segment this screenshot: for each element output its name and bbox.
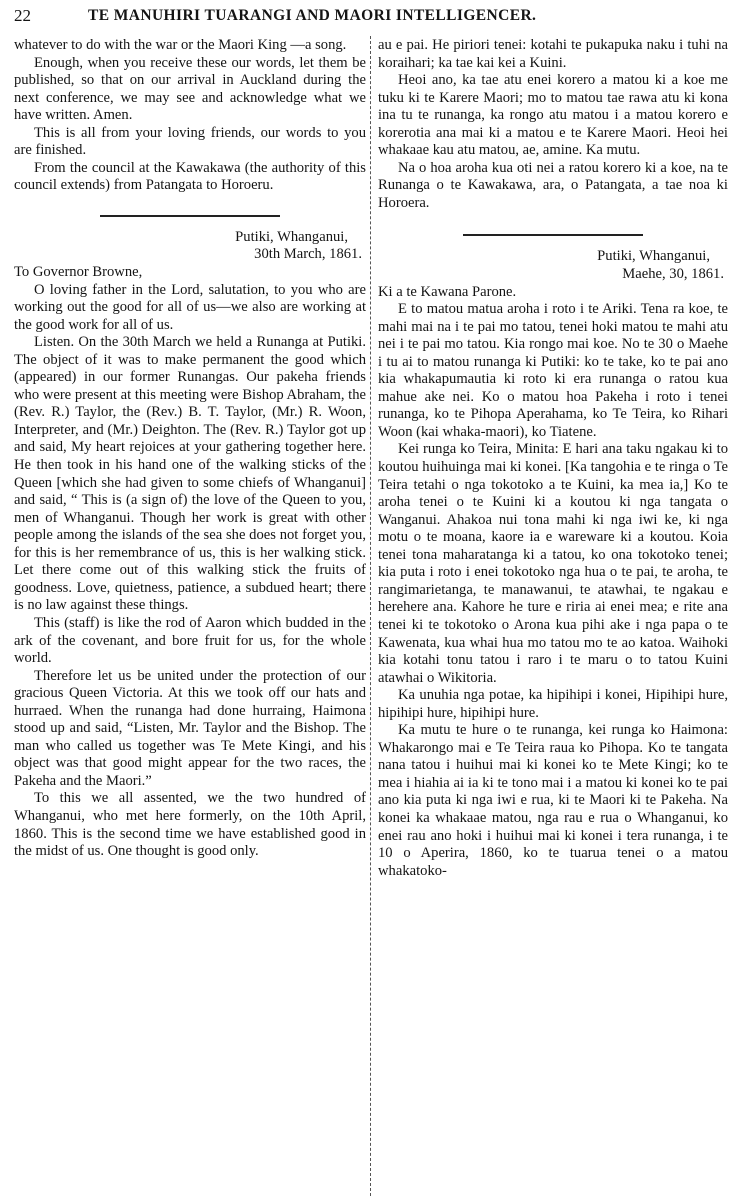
english-column: [14, 37, 366, 861]
paragraph: Enough, when you receive these our words, let them be published, so that on our arrival in Auckland during the next conference, we may see and acknowledge what we have written. Amen.: [14, 54, 366, 124]
column-divider: [370, 36, 371, 1196]
paragraph: To this we all assented, we the two hundred of Whanganui, who met here formerly, on the 10th April, 1860. This is the second time we have established good in the midst of us. One thought is good only.: [14, 790, 366, 860]
paragraph: Kei runga ko Teira, Minita: E hari ana taku ngakau ki to koutou huihuinga mai ki konei. [Ka tangohia e te ringa o Te Teira tetahi o nga tokotoko a te Kuini, ka mea ia,] Ko te aroha tenei o te Kuini ki a koutou ki nga tangata o Wanganui. Ahakoa nui tona mahi ki nga iwi ke, ki nga motu o te moana, kaore ia e wareware ki a koutou. Koia tenei tona maharatanga ki a tatou, ko ona tokotoko tenei; kia puta i roto i enei tokotoko nga hua o te pai, te aroha, te rangimarietanga, te manawanui, te atawhai, te ngakau e herehere ana. Kahore he ture e riria ai enei mea; e rite ana tenei ki te tokotoko o Arona kua pihi ake i nga papa o te Kawenata, kua whai hua mo tatou mo te ao katoa. Waihoki kia kotahi tonu tatou i raro i te maru o to tatou Kuini atawhai o Wikitoria.: [378, 441, 728, 686]
letter-salutation: Ki a te Kawana Parone.: [378, 283, 517, 300]
paragraph: Therefore let us be united under the protection of our gracious Queen Victoria. At this we took off our hats and hurraed. When the runanga had done hurraing, Haimona stood up and said, “Listen, Mr. Taylor and the Bishop. The man who called us together was Te Mete Kingi, and his object was that good might appear for the two races, the Pakeha and the Maori.”: [14, 667, 366, 789]
paragraph: Na o hoa aroha kua oti nei a ratou korero ki a koe, na te Runanga o te Kawakawa, ara, o Patangata, a tae noa ki Horoera.: [378, 159, 728, 211]
paragraph: This (staff) is like the rod of Aaron which budded in the ark of the covenant, and bore fruit for us, for the whole world.: [14, 614, 366, 667]
paragraph: Listen. On the 30th March we held a Runanga at Putiki. The object of it was to make permanent the good which (appeared) in our former Runangas. Our pakeha friends who were present at this meeting were Bishop Abraham, the (Rev. R.) Taylor, the (Rev.) B. T. Taylor, (Mr.) R. Woon, Interpreter, and (Mr.) Deighton. The (Rev. R.) Taylor got up and said, My heart rejoices at your gathering together here. He then took in his hand one of the walking sticks of the Queen [which she had given to some chiefs of Whanganui] and said, “ This is (a sign of) the love of the Queen to you, men of Whanganui. Though her work is great with other people among the islands of the sea she does not forget you, for this is her remembrance of us, this is her walking stick. Let there come out of this walking stick the fruits of goodness. Love, quietness, patience, a subdued heart; there is no law against these things.: [14, 334, 366, 614]
paragraph: From the council at the Kawakawa (the authority of this council extends) from Patangata to Horoeru.: [14, 159, 366, 194]
page-number: 22: [14, 6, 31, 25]
letter-place: Putiki, Whanganui,: [597, 248, 710, 265]
page-title: TE MANUHIRI TUARANGI AND MAORI INTELLIGENCER.: [88, 7, 537, 24]
letter-date: 30th March, 1861.: [254, 246, 362, 263]
paragraph: whatever to do with the war or the Maori King —a song.: [14, 37, 347, 53]
paragraph: Ka mutu te hure o te runanga, kei runga ko Haimona: Whakarongo mai e Te Teira raua ko Pihopa. Ko te tangata nana tatou i huihui mai ki konei ko te Mete Kingi; ko te mea i hiahia ai ia ki te tono mai i a matou ki konei ko te pai ano kia puta ki nga iwi e rua, ki te Maori ki te Pakeha. Na konei ka whakaae matou, nga rau e rua o Whanganui, ko enei rau ano hoki i huihui mai ki konei i tera runanga, i te 10 o Aperira, 1860, ko te tuarua tenei o a matou whakatoko-: [378, 722, 728, 879]
page-header: [0, 2, 734, 30]
letter-place: Putiki, Whanganui,: [235, 228, 348, 245]
paragraph: Ka unuhia nga potae, ka hipihipi i konei, Hipihipi hure, hipihipi hure, hipihipi hure.: [378, 687, 728, 721]
section-rule: [100, 215, 280, 217]
paragraph: O loving father in the Lord, salutation, to you who are working out the good for all of us—we also are working at the good work for all of us.: [14, 281, 366, 333]
paragraph: This is all from your loving friends, our words to you are finished.: [14, 124, 366, 159]
maori-column: [378, 37, 728, 880]
letter-salutation: To Governor Browne,: [14, 264, 143, 281]
letter-date: Maehe, 30, 1861.: [622, 266, 724, 283]
section-rule: [463, 234, 643, 236]
paragraph: Heoi ano, ka tae atu enei korero a matou ki a koe me tuku ki te Karere Maori; mo to matou tae rawa atu ki kona ina tu te runanga, ka rongo atu matou i a matou korero e korerotia ana mai ki a matou e te Karere Maori. Heoi hei whakaae kau atu matou, ae, amine. Ka mutu.: [378, 72, 728, 159]
paragraph: au e pai. He piriori tenei: kotahi te pukapuka naku i tuhi na koraihari; ka tae kai kei a Kuini.: [378, 37, 728, 71]
paragraph: E to matou matua aroha i roto i te Ariki. Tena ra koe, te mahi mai na i te pai mo tatou, tenei hoki matou te mahi atu nei i te pai mo tatou. Kia rongo mai koe. No te 30 o Maehe i tu ai to matou runanga ki Putiki: ko te take, ko te pai ano kia whakapumautia ki roto ki era runanga o ratou kua mahue ake nei. Ko o matou hoa Pakeha i roto i tenei runanga, ko te Pihopa Aperahama, ko Te Teira, ko Rihari Woon (kai whaka-maori), ko Tiatene.: [378, 301, 728, 440]
